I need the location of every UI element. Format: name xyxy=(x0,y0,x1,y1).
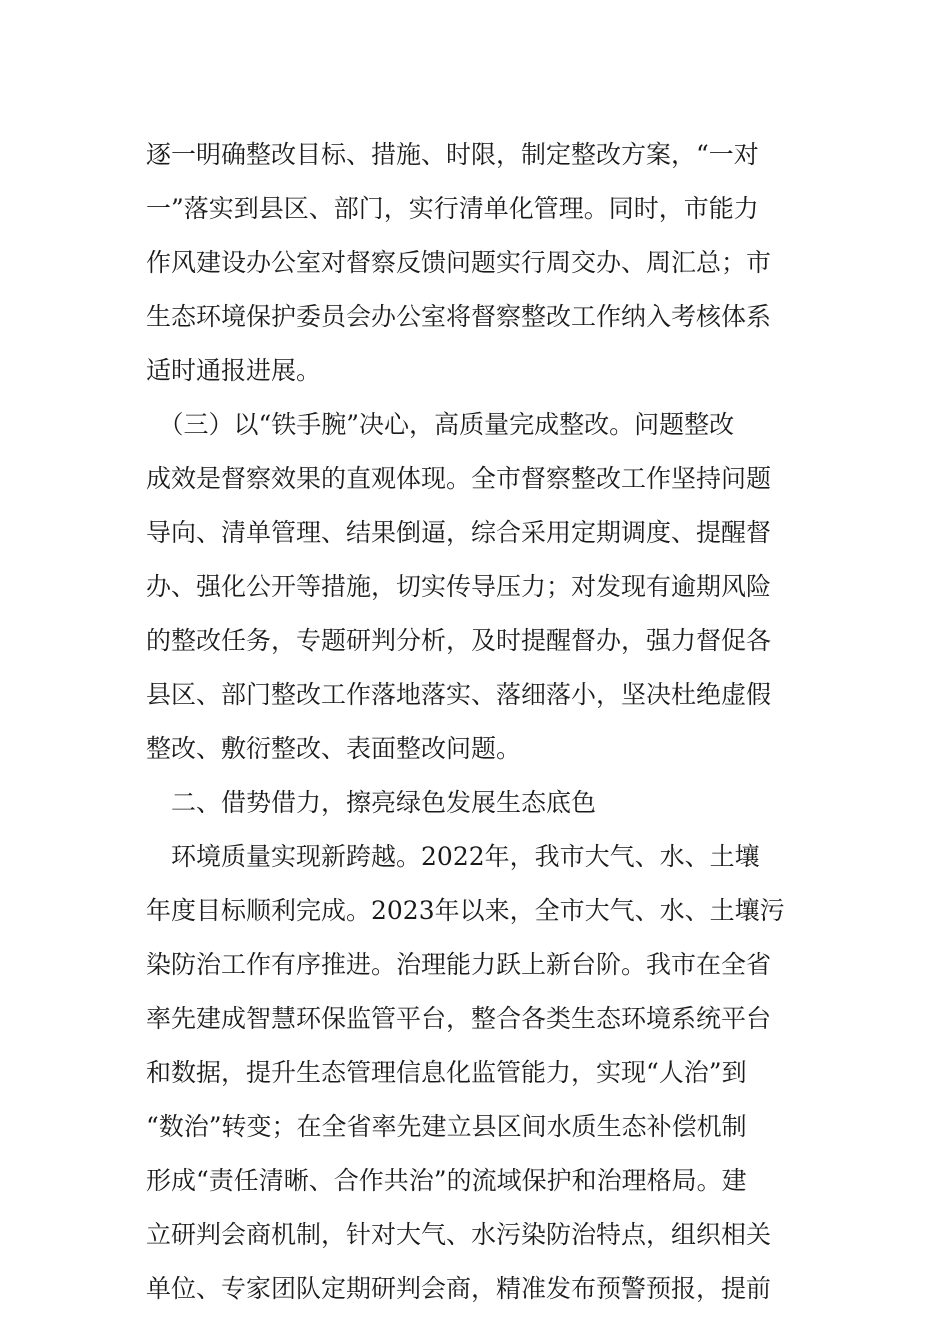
text-line: 和数据，提升生态管理信息化监管能力，实现“人治”到 xyxy=(146,1058,747,1087)
text-line: 的整改任务，专题研判分析，及时提醒督办，强力督促各 xyxy=(146,626,772,655)
text-line: 整改、敷衍整改、表面整改问题。 xyxy=(146,734,522,763)
text-line: 导向、清单管理、结果倒逼，综合采用定期调度、提醒督 xyxy=(146,518,772,547)
text-line: 县区、部门整改工作落地落实、落细落小，坚决杜绝虚假 xyxy=(146,680,772,709)
text-line: 染防治工作有序推进。治理能力跃上新台阶。我市在全省 xyxy=(146,950,772,979)
text-line: （三）以“铁手腕”决心，高质量完成整改。问题整改 xyxy=(146,410,735,439)
text-line: 立研判会商机制，针对大气、水污染防治特点，组织相关 xyxy=(146,1220,772,1249)
text-line: 成效是督察效果的直观体现。全市督察整改工作坚持问题 xyxy=(146,464,772,493)
text-line: 适时通报进展。 xyxy=(146,356,322,385)
text-line: 办、强化公开等措施，切实传导压力；对发现有逾期风险 xyxy=(146,572,772,601)
text-line: 生态环境保护委员会办公室将督察整改工作纳入考核体系 xyxy=(146,302,772,331)
text-line: 环境质量实现新跨越。2022年，我市大气、水、土壤 xyxy=(146,842,760,871)
text-line: “数治”转变；在全省率先建立县区间水质生态补偿机制 xyxy=(146,1112,747,1141)
text-line: 率先建成智慧环保监管平台，整合各类生态环境系统平台 xyxy=(146,1004,772,1033)
text-line: 年度目标顺利完成。2023年以来，全市大气、水、土壤污 xyxy=(146,896,785,925)
document-body xyxy=(146,128,810,1316)
text-line: 一”落实到县区、部门，实行清单化管理。同时，市能力 xyxy=(146,194,759,223)
text-line: 逐一明确整改目标、措施、时限，制定整改方案，“一对 xyxy=(146,140,759,169)
text-line: 作风建设办公室对督察反馈问题实行周交办、周汇总；市 xyxy=(146,248,772,277)
text-line: 形成“责任清晰、合作共治”的流域保护和治理格局。建 xyxy=(146,1166,747,1195)
section-heading: 二、借势借力，擦亮绿色发展生态底色 xyxy=(146,788,597,817)
text-line: 单位、专家团队定期研判会商，精准发布预警预报，提前 xyxy=(146,1274,772,1303)
